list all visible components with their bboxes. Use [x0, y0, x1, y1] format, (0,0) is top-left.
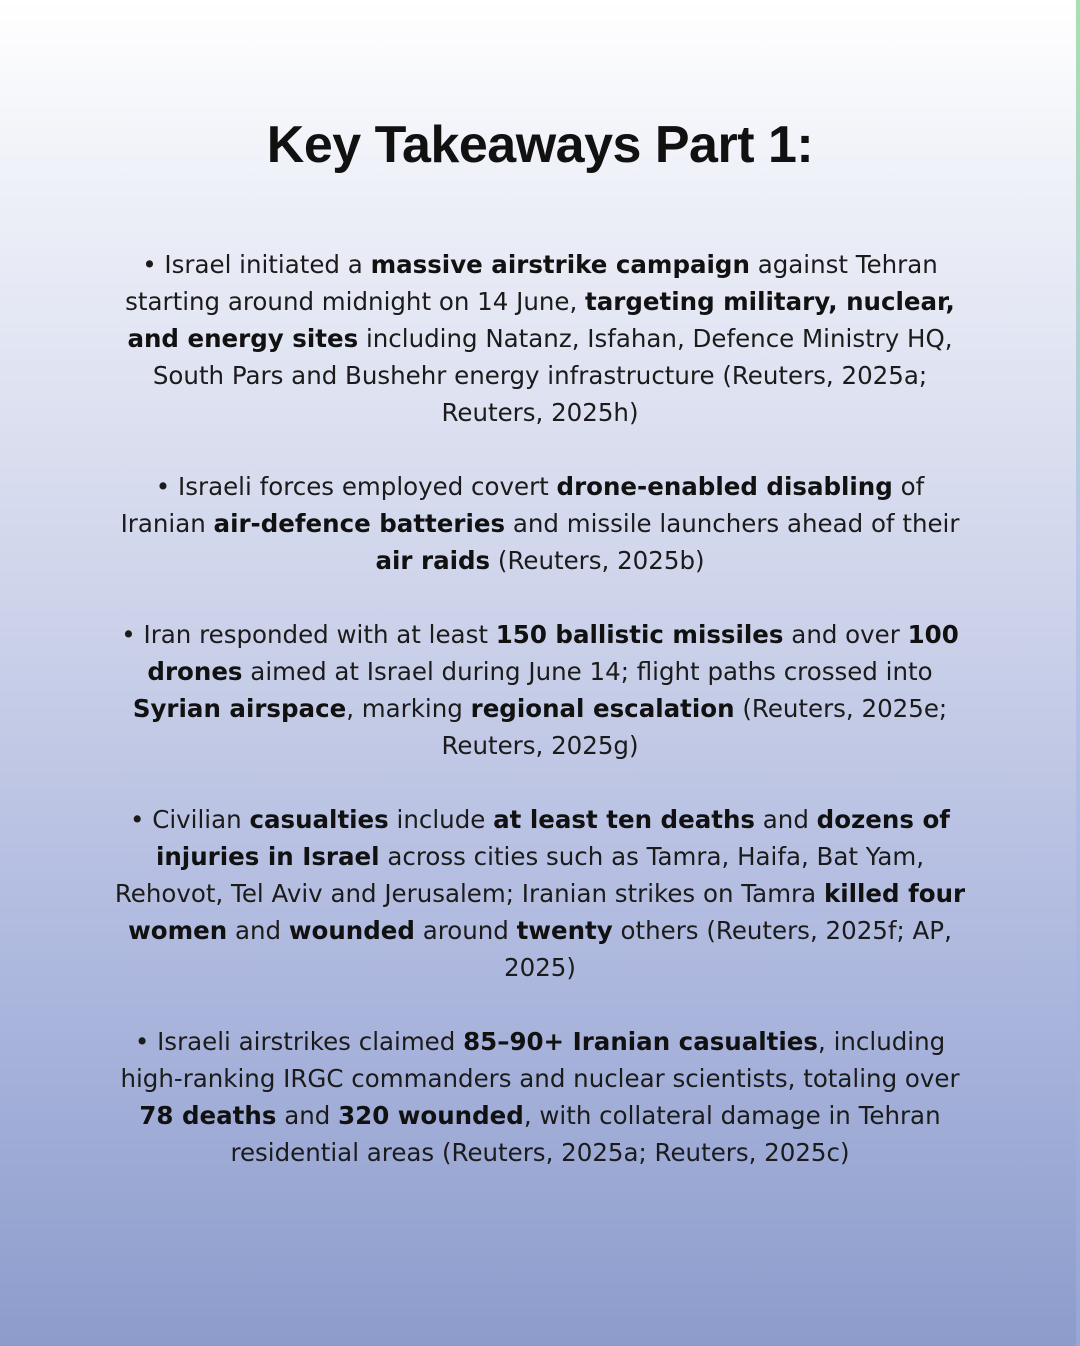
emphasis-text: killed four women: [128, 879, 966, 945]
body-text: and: [227, 916, 289, 945]
body-text: against Tehran starting around midnight on 14 June,: [125, 250, 938, 316]
emphasis-text: massive airstrike campaign: [370, 250, 750, 279]
body-text: • Civilian: [130, 805, 250, 834]
body-text: aimed at Israel during June 14; flight paths crossed into: [242, 657, 933, 686]
emphasis-text: air-defence batteries: [213, 509, 506, 538]
edge-accent: [1076, 0, 1080, 1346]
emphasis-text: 320 wounded: [338, 1101, 524, 1130]
body-text: (Reuters, 2025b): [490, 546, 705, 575]
takeaway-item: [110, 616, 970, 764]
body-text: others (Reuters, 2025f; AP, 2025): [504, 916, 952, 982]
takeaways-list: [110, 246, 970, 1208]
takeaway-item: [110, 801, 970, 986]
emphasis-text: wounded: [288, 916, 415, 945]
body-text: , marking: [346, 694, 471, 723]
emphasis-text: 100 drones: [147, 620, 959, 686]
emphasis-text: air raids: [375, 546, 491, 575]
emphasis-text: targeting military, nuclear, and energy sites: [127, 287, 955, 353]
takeaway-item: [110, 1023, 970, 1171]
emphasis-text: twenty: [516, 916, 613, 945]
body-text: • Iran responded with at least: [121, 620, 496, 649]
body-text: around: [414, 916, 517, 945]
emphasis-text: Syrian airspace: [132, 694, 347, 723]
page-title: Key Takeaways Part 1:: [266, 116, 814, 174]
body-text: and over: [783, 620, 908, 649]
body-text: , with collateral damage in Tehran residential areas (Reuters, 2025a; Reuters, 2025c): [230, 1101, 941, 1167]
body-text: (Reuters, 2025e; Reuters, 2025g): [441, 694, 948, 760]
body-text: and: [276, 1101, 339, 1130]
body-text: , including high-ranking IRGC commanders and nuclear scientists, totaling over: [120, 1027, 960, 1093]
body-text: of Iranian: [120, 472, 925, 538]
body-text: • Israeli forces employed covert: [155, 472, 557, 501]
body-text: across cities such as Tamra, Haifa, Bat Yam, Rehovot, Tel Aviv and Jerusalem; Iranian strikes on Tamra: [114, 842, 925, 908]
takeaway-item: [110, 246, 970, 431]
body-text: • Israel initiated a: [142, 250, 371, 279]
body-text: including Natanz, Isfahan, Defence Ministry HQ, South Pars and Bushehr energy infrastructure (Reuters, 2025a; Reuters, 2025h): [152, 324, 953, 427]
emphasis-text: drone-enabled disabling: [556, 472, 893, 501]
takeaway-item: [110, 468, 970, 579]
emphasis-text: 150 ballistic missiles: [495, 620, 784, 649]
emphasis-text: at least ten deaths: [493, 805, 755, 834]
emphasis-text: dozens of injuries in Israel: [155, 805, 950, 871]
emphasis-text: 78 deaths: [139, 1101, 277, 1130]
body-text: and: [754, 805, 817, 834]
emphasis-text: 85–90+ Iranian casualties: [463, 1027, 818, 1056]
body-text: • Israeli airstrikes claimed: [134, 1027, 464, 1056]
body-text: and missile launchers ahead of their: [505, 509, 960, 538]
body-text: include: [388, 805, 494, 834]
emphasis-text: regional escalation: [470, 694, 735, 723]
emphasis-text: casualties: [249, 805, 389, 834]
